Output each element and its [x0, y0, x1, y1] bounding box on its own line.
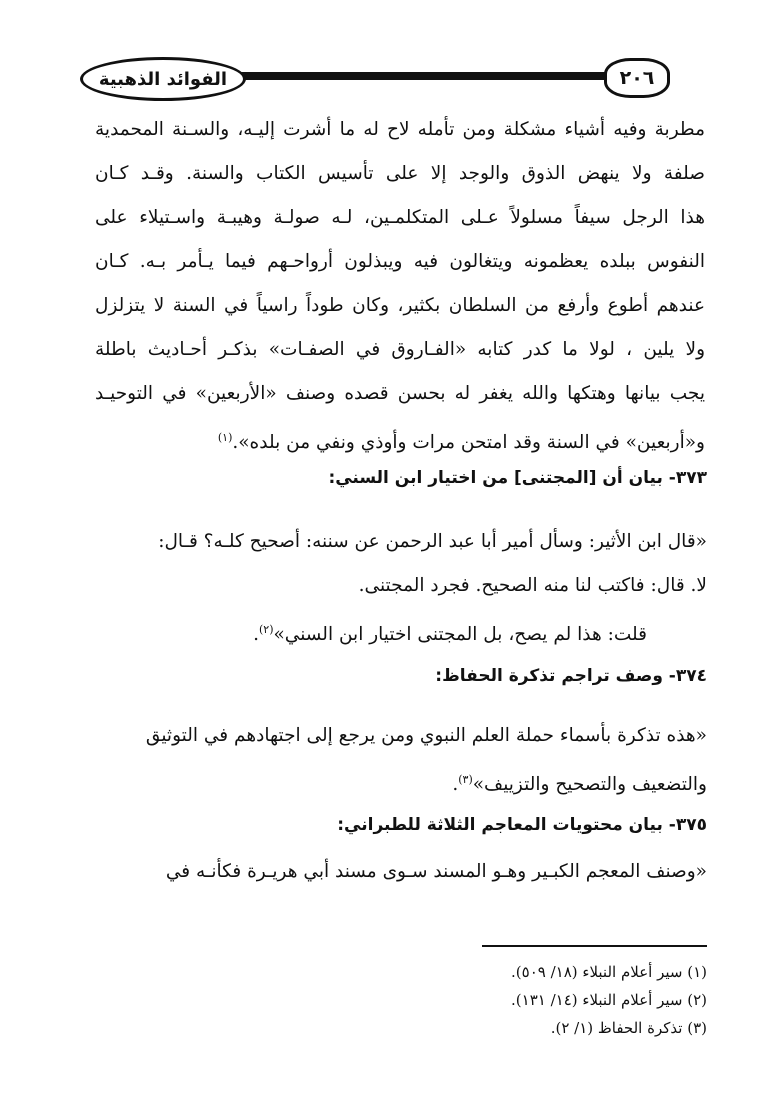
section-heading-374: ٣٧٤- وصف تراجم تذكرة الحفاظ:: [435, 666, 707, 686]
footnote-3: (٣) تذكرة الحفاظ (١/ ٢).: [550, 1019, 707, 1037]
text-line: عندهم أطوع وأرفع من السلطان بكثير، وكان طوداً راسياً في السنة لا يتزلزل: [95, 295, 705, 316]
text-line: «وصنف المعجم الكبـير وهـو المسند سـوى مسند أبي هريـرة فكأنـه في: [165, 861, 707, 882]
text-line: يجب بيانها وهتكها والله يغفر له بحسن قصده وصنف «الأربعين» في التوحيـد: [95, 383, 705, 404]
text-line: ولا يلين ، لولا ما كدر كتابه «الفـاروق في الصفـات» بذكـر أحـاديث باطلة: [95, 339, 705, 360]
section-heading-375: ٣٧٥- بيان محتويات المعاجم الثلاثة للطبراني:: [337, 815, 707, 835]
text-line: مطربة وفيه أشياء مشكلة ومن تأمله لاح له ما أشرت إليـه، والسـنة المحمدية: [95, 119, 705, 140]
footnote-mark-3: (٣): [458, 773, 473, 786]
section-374-text: [47, 714, 707, 802]
header-rule: [220, 72, 630, 80]
book-title: الفوائد الذهبية: [80, 57, 246, 101]
text-line: النفوس ببلده يعظمونه ويتغالون فيه ويبذلون أرواحـهم فيما يـأمر بـه. كـان: [95, 251, 705, 272]
footnote-2: (٢) سير أعلام النبلاء (١٤/ ١٣١).: [511, 991, 707, 1009]
section-375-text: [47, 850, 707, 894]
footnote-1: (١) سير أعلام النبلاء (١٨/ ٥٠٩).: [511, 963, 707, 981]
section-373-text: [47, 520, 707, 652]
text-line-last: [95, 416, 705, 460]
footnote-divider: [482, 945, 707, 947]
text-line-content: قلت: هذا لم يصح، بل المجتنى اختيار ابن السني»: [273, 624, 647, 646]
text-line: لا. قال: فاكتب لنا منه الصحيح. فجرد المجتنى.: [358, 575, 707, 596]
footnote-mark-2: (٢): [258, 623, 274, 636]
text-line: هذا الرجل سيفاً مسلولاً عـلى المتكلمـين، لـه صولـة وهيبـة واسـتيلاء على: [95, 207, 705, 228]
footnotes: [511, 958, 707, 1042]
paragraph-1: [95, 108, 705, 460]
text-line: قلت: هذا لم يصح، بل المجتنى اختيار ابن السني»$^{(٢)}$.: [253, 623, 647, 646]
footnote-mark-1: (١): [217, 431, 233, 444]
text-line: «هذه تذكرة بأسماء حملة العلم النبوي ومن يرجع إلى اجتهادهم في التوثيق: [145, 725, 707, 746]
text-line: والتضعيف والتصحيح والتزييف»$^{(٣)}$.: [452, 773, 707, 796]
page-header: [80, 52, 670, 102]
text-line-content: و«أربعين» في السنة وقد امتحن مرات وأوذي ونفي من بلده».: [232, 432, 705, 454]
text-line: «قال ابن الأثير: وسأل أمير أبا عبد الرحمن عن سننه: أصحيح كلـه؟ قـال:: [158, 531, 707, 552]
section-heading-373: ٣٧٣- بيان أن [المجتنى] من اختيار ابن السني:: [328, 468, 707, 488]
text-line-content: والتضعيف والتصحيح والتزييف»: [472, 774, 707, 796]
text-line: صلفة ولا ينهض الذوق والوجد إلا على تأسيس الكتاب والسنة. وقـد كـان: [95, 163, 705, 184]
page-number: ٢٠٦: [604, 58, 670, 98]
